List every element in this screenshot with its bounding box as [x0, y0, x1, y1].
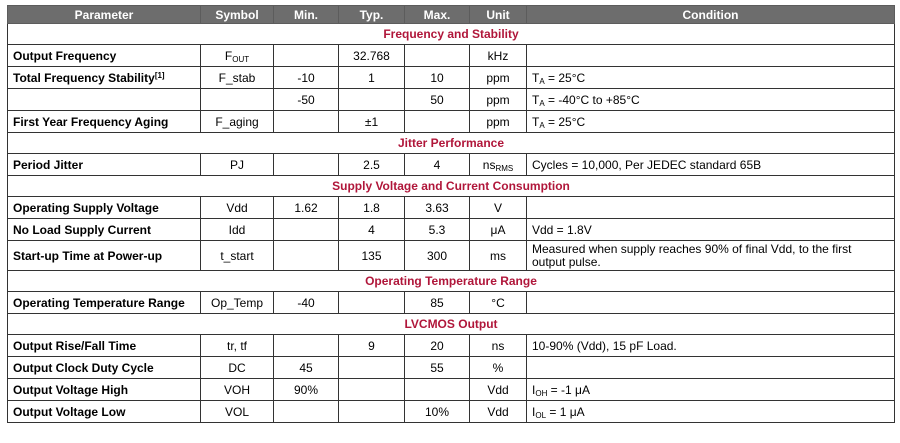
table-row-startup-time [8, 241, 895, 271]
parameter-cell [8, 67, 201, 89]
table-row-duty-cycle [8, 357, 895, 379]
unit-cell: °C [470, 292, 527, 314]
max-cell: 3.63 [405, 197, 470, 219]
table-row-first-year-aging [8, 111, 895, 133]
max-cell: 50 [405, 89, 470, 111]
max-cell: 10 [405, 67, 470, 89]
table-row-total-stability [8, 67, 895, 89]
parameter-cell: Output Clock Duty Cycle [8, 357, 201, 379]
max-cell [405, 111, 470, 133]
condition-subscript: OL [535, 410, 547, 420]
max-cell: 300 [405, 241, 470, 271]
parameter-cell: Start-up Time at Power-up [8, 241, 201, 271]
section-row [8, 176, 895, 197]
symbol-cell: DC [201, 357, 274, 379]
condition-text: T [532, 70, 540, 85]
unit-cell [470, 154, 527, 176]
unit-cell: Vdd [470, 401, 527, 423]
condition-subscript: OH [535, 388, 548, 398]
typ-cell: 9 [339, 335, 405, 357]
symbol-cell: F_stab [201, 67, 274, 89]
unit-cell: ns [470, 335, 527, 357]
max-cell: 4 [405, 154, 470, 176]
symbol-cell: F_aging [201, 111, 274, 133]
condition-text: = -1 μA [547, 382, 590, 397]
section-row [8, 314, 895, 335]
section-title-jitter: Jitter Performance [8, 133, 895, 154]
typ-cell: ±1 [339, 111, 405, 133]
symbol-cell: t_start [201, 241, 274, 271]
condition-cell [527, 197, 895, 219]
footnote-ref: [1] [154, 70, 165, 80]
parameter-text: Total Frequency Stability [13, 70, 155, 85]
condition-cell [527, 45, 895, 67]
table-row-period-jitter [8, 154, 895, 176]
col-header-max: Max. [405, 6, 470, 24]
table-row-operating-supply-voltage [8, 197, 895, 219]
symbol-cell: VOH [201, 379, 274, 401]
symbol-cell: VOL [201, 401, 274, 423]
condition-text: = 1 μA [546, 404, 585, 419]
symbol-main: F [224, 48, 233, 63]
min-cell: -40 [274, 292, 339, 314]
max-cell [405, 45, 470, 67]
parameter-cell: Period Jitter [8, 154, 201, 176]
unit-subscript: RMS [495, 163, 514, 173]
table-row-total-stability-extended [8, 89, 895, 111]
table-row-voh [8, 379, 895, 401]
condition-cell [527, 401, 895, 423]
max-cell: 20 [405, 335, 470, 357]
unit-cell: ppm [470, 89, 527, 111]
parameter-cell: Output Voltage High [8, 379, 201, 401]
min-cell [274, 219, 339, 241]
unit-cell: kHz [470, 45, 527, 67]
condition-text: = 25°C [544, 70, 586, 85]
parameter-cell: Output Voltage Low [8, 401, 201, 423]
parameter-cell: Output Rise/Fall Time [8, 335, 201, 357]
table-row-output-frequency [8, 45, 895, 67]
condition-cell: Vdd = 1.8V [527, 219, 895, 241]
section-title-temp: Operating Temperature Range [8, 271, 895, 292]
section-row [8, 133, 895, 154]
unit-cell: Vdd [470, 379, 527, 401]
table-row-no-load-current [8, 219, 895, 241]
max-cell [405, 379, 470, 401]
unit-cell: % [470, 357, 527, 379]
section-row [8, 271, 895, 292]
symbol-cell: Vdd [201, 197, 274, 219]
typ-cell [339, 89, 405, 111]
col-header-typ: Typ. [339, 6, 405, 24]
max-cell: 5.3 [405, 219, 470, 241]
symbol-cell [201, 89, 274, 111]
section-title-frequency: Frequency and Stability [8, 24, 895, 45]
condition-subscript: A [539, 98, 545, 108]
col-header-unit: Unit [470, 6, 527, 24]
condition-text: T [532, 92, 540, 107]
col-header-symbol: Symbol [201, 6, 274, 24]
typ-cell [339, 357, 405, 379]
symbol-cell [201, 45, 274, 67]
symbol-cell: PJ [201, 154, 274, 176]
condition-subscript: A [539, 76, 545, 86]
min-cell [274, 241, 339, 271]
min-cell: 45 [274, 357, 339, 379]
min-cell: 90% [274, 379, 339, 401]
unit-cell: ppm [470, 67, 527, 89]
col-header-min: Min. [274, 6, 339, 24]
condition-cell [527, 292, 895, 314]
condition-text: I [532, 382, 536, 397]
condition-cell [527, 89, 895, 111]
min-cell: -50 [274, 89, 339, 111]
condition-cell [527, 241, 895, 271]
min-cell [274, 335, 339, 357]
parameter-cell [8, 89, 201, 111]
col-header-condition: Condition [527, 6, 895, 24]
typ-cell: 32.768 [339, 45, 405, 67]
unit-cell: ms [470, 241, 527, 271]
unit-cell: ppm [470, 111, 527, 133]
condition-subscript: A [539, 120, 545, 130]
condition-cell [527, 67, 895, 89]
condition-text: T [532, 114, 540, 129]
min-cell: -10 [274, 67, 339, 89]
parameter-cell: First Year Frequency Aging [8, 111, 201, 133]
unit-main: ns [482, 157, 496, 172]
parameter-cell: Output Frequency [8, 45, 201, 67]
electrical-characteristics-table [7, 5, 895, 423]
typ-cell [339, 379, 405, 401]
condition-line: Measured when supply reaches 90% of final Vdd, to the first [532, 241, 852, 256]
parameter-cell: Operating Supply Voltage [8, 197, 201, 219]
min-cell [274, 154, 339, 176]
unit-cell: μA [470, 219, 527, 241]
spec-table-container [7, 5, 895, 423]
condition-cell: 10-90% (Vdd), 15 pF Load. [527, 335, 895, 357]
table-row-operating-temp [8, 292, 895, 314]
condition-line: output pulse. [532, 254, 601, 269]
symbol-cell: tr, tf [201, 335, 274, 357]
max-cell: 55 [405, 357, 470, 379]
condition-cell [527, 379, 895, 401]
table-row-rise-fall [8, 335, 895, 357]
symbol-subscript: OUT [232, 54, 250, 64]
max-cell: 10% [405, 401, 470, 423]
section-row [8, 24, 895, 45]
condition-text: = -40°C to +85°C [544, 92, 640, 107]
typ-cell [339, 401, 405, 423]
typ-cell: 1 [339, 67, 405, 89]
symbol-cell: Idd [201, 219, 274, 241]
parameter-cell: No Load Supply Current [8, 219, 201, 241]
symbol-cell: Op_Temp [201, 292, 274, 314]
section-title-lvcmos: LVCMOS Output [8, 314, 895, 335]
typ-cell: 2.5 [339, 154, 405, 176]
min-cell [274, 45, 339, 67]
max-cell: 85 [405, 292, 470, 314]
min-cell [274, 111, 339, 133]
table-header-row [8, 6, 895, 24]
typ-cell: 1.8 [339, 197, 405, 219]
typ-cell: 135 [339, 241, 405, 271]
col-header-parameter: Parameter [8, 6, 201, 24]
min-cell [274, 401, 339, 423]
condition-cell [527, 357, 895, 379]
unit-cell: V [470, 197, 527, 219]
condition-text: = 25°C [544, 114, 586, 129]
table-row-vol [8, 401, 895, 423]
condition-text: I [532, 404, 536, 419]
condition-cell: Cycles = 10,000, Per JEDEC standard 65B [527, 154, 895, 176]
min-cell: 1.62 [274, 197, 339, 219]
typ-cell: 4 [339, 219, 405, 241]
parameter-cell: Operating Temperature Range [8, 292, 201, 314]
typ-cell [339, 292, 405, 314]
condition-cell [527, 111, 895, 133]
section-title-supply: Supply Voltage and Current Consumption [8, 176, 895, 197]
